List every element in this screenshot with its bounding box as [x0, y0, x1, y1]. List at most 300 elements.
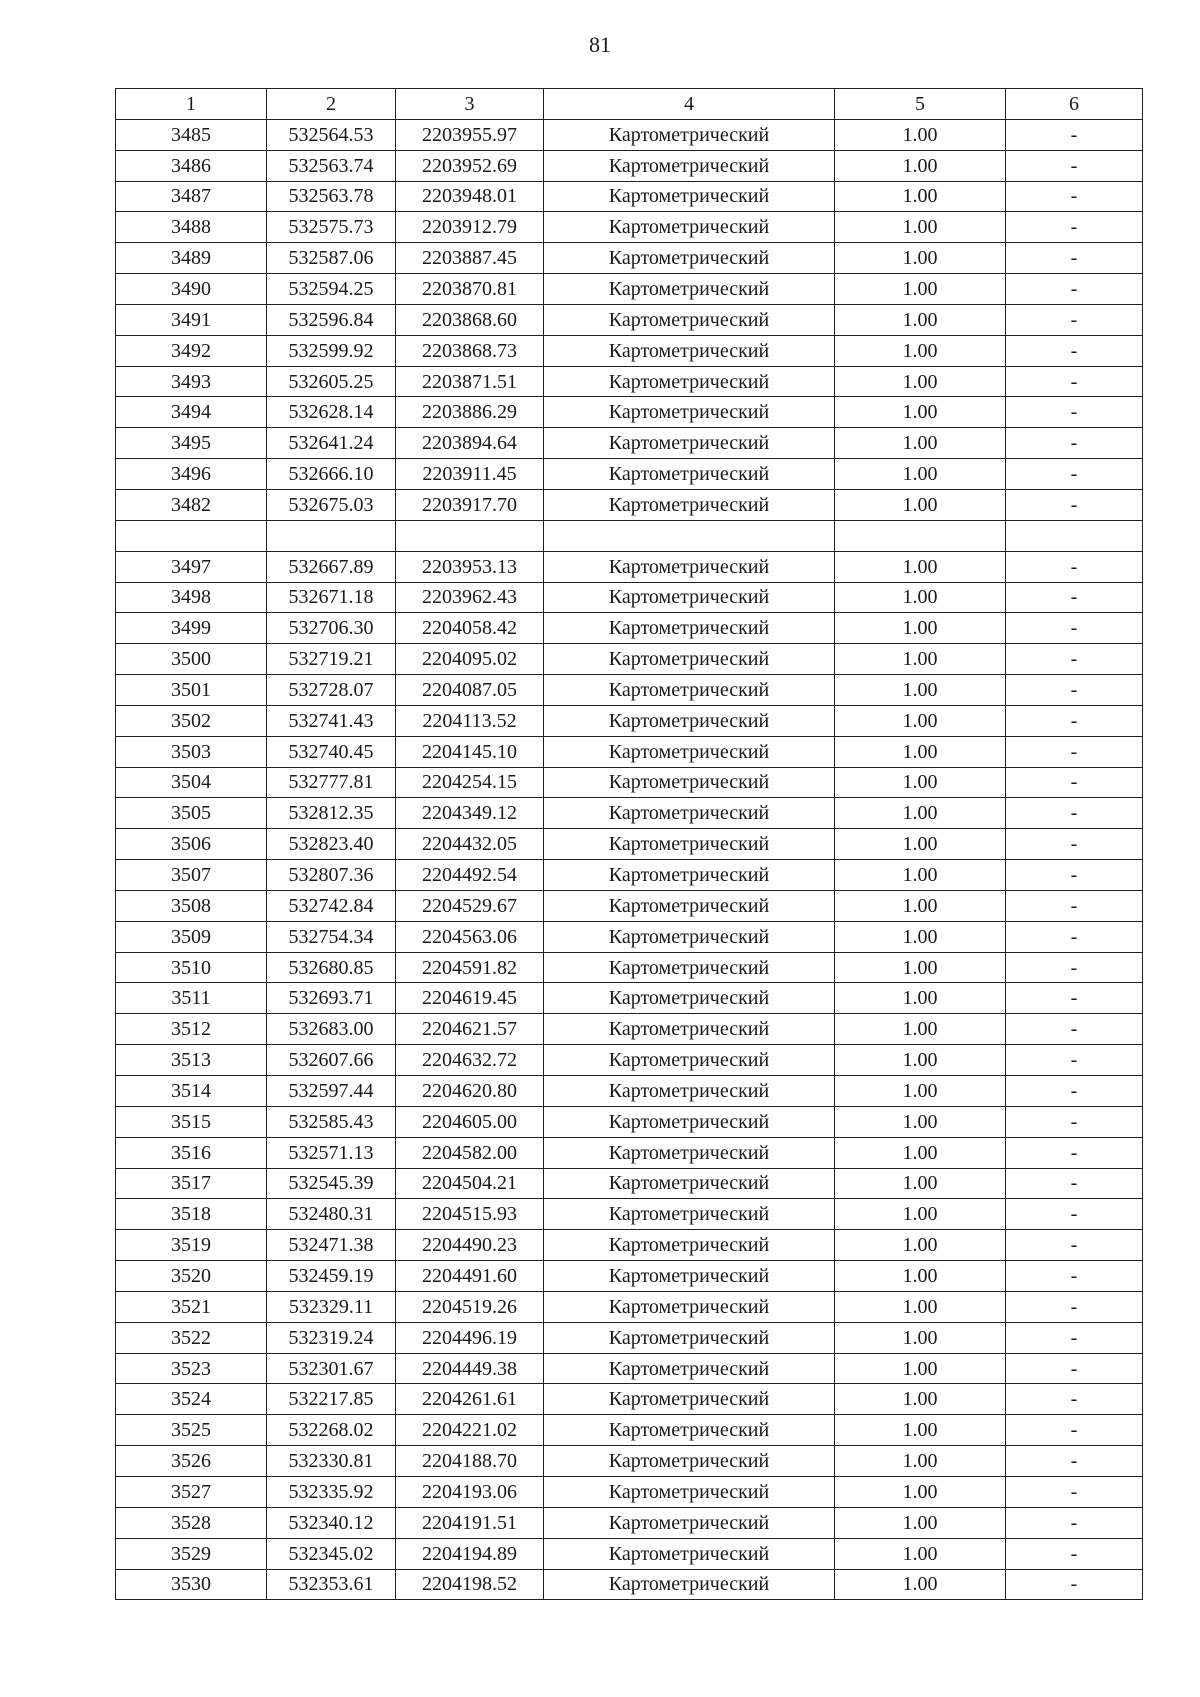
method-cell: Картометрический — [544, 304, 835, 335]
method-cell: Картометрический — [544, 1322, 835, 1353]
accuracy-cell: 1.00 — [835, 860, 1006, 891]
note-cell: - — [1006, 1384, 1143, 1415]
note-cell: - — [1006, 304, 1143, 335]
y-coordinate-cell: 2203955.97 — [396, 119, 544, 150]
y-coordinate-cell: 2204582.00 — [396, 1137, 544, 1168]
accuracy-cell: 1.00 — [835, 335, 1006, 366]
x-coordinate-cell: 532471.38 — [267, 1230, 396, 1261]
y-coordinate-cell: 2203953.13 — [396, 551, 544, 582]
x-coordinate-cell: 532777.81 — [267, 767, 396, 798]
method-cell: Картометрический — [544, 1291, 835, 1322]
accuracy-cell: 1.00 — [835, 1353, 1006, 1384]
y-coordinate-cell: 2203917.70 — [396, 489, 544, 520]
accuracy-cell: 1.00 — [835, 243, 1006, 274]
y-coordinate-cell: 2204496.19 — [396, 1322, 544, 1353]
method-cell: Картометрический — [544, 1353, 835, 1384]
point-number-cell: 3490 — [116, 274, 267, 305]
note-cell: - — [1006, 150, 1143, 181]
x-coordinate-cell: 532706.30 — [267, 613, 396, 644]
y-coordinate-cell: 2204632.72 — [396, 1045, 544, 1076]
accuracy-cell: 1.00 — [835, 1538, 1006, 1569]
method-cell: Картометрический — [544, 921, 835, 952]
note-cell: - — [1006, 397, 1143, 428]
accuracy-cell: 1.00 — [835, 890, 1006, 921]
table-row — [116, 366, 1143, 397]
point-number-cell: 3514 — [116, 1076, 267, 1107]
point-number-cell: 3492 — [116, 335, 267, 366]
accuracy-cell: 1.00 — [835, 212, 1006, 243]
point-number-cell: 3504 — [116, 767, 267, 798]
column-header: 5 — [835, 89, 1006, 120]
table-row — [116, 335, 1143, 366]
x-coordinate-cell: 532628.14 — [267, 397, 396, 428]
note-cell: - — [1006, 1168, 1143, 1199]
point-number-cell: 3523 — [116, 1353, 267, 1384]
x-coordinate-cell: 532564.53 — [267, 119, 396, 150]
y-coordinate-cell: 2204563.06 — [396, 921, 544, 952]
y-coordinate-cell: 2204449.38 — [396, 1353, 544, 1384]
method-cell: Картометрический — [544, 1137, 835, 1168]
point-number-cell: 3516 — [116, 1137, 267, 1168]
x-coordinate-cell: 532571.13 — [267, 1137, 396, 1168]
table-row — [116, 1045, 1143, 1076]
table-row — [116, 1415, 1143, 1446]
y-coordinate-cell: 2204619.45 — [396, 983, 544, 1014]
point-number-cell: 3521 — [116, 1291, 267, 1322]
accuracy-cell: 1.00 — [835, 551, 1006, 582]
x-coordinate-cell: 532683.00 — [267, 1014, 396, 1045]
y-coordinate-cell: 2204492.54 — [396, 860, 544, 891]
note-cell: - — [1006, 705, 1143, 736]
x-coordinate-cell: 532599.92 — [267, 335, 396, 366]
note-cell: - — [1006, 921, 1143, 952]
x-coordinate-cell: 532301.67 — [267, 1353, 396, 1384]
y-coordinate-cell: 2204491.60 — [396, 1261, 544, 1292]
table-row — [116, 675, 1143, 706]
accuracy-cell: 1.00 — [835, 1476, 1006, 1507]
note-cell: - — [1006, 1076, 1143, 1107]
y-coordinate-cell: 2204621.57 — [396, 1014, 544, 1045]
note-cell: - — [1006, 983, 1143, 1014]
point-number-cell: 3528 — [116, 1507, 267, 1538]
point-number-cell: 3513 — [116, 1045, 267, 1076]
y-coordinate-cell: 2203868.73 — [396, 335, 544, 366]
table-row — [116, 1538, 1143, 1569]
y-coordinate-cell: 2204193.06 — [396, 1476, 544, 1507]
y-coordinate-cell: 2204432.05 — [396, 829, 544, 860]
method-cell: Картометрический — [544, 212, 835, 243]
method-cell: Картометрический — [544, 860, 835, 891]
note-cell: - — [1006, 1106, 1143, 1137]
column-header: 3 — [396, 89, 544, 120]
x-coordinate-cell: 532268.02 — [267, 1415, 396, 1446]
method-cell: Картометрический — [544, 1384, 835, 1415]
note-cell: - — [1006, 366, 1143, 397]
method-cell: Картометрический — [544, 890, 835, 921]
table-row — [116, 1291, 1143, 1322]
y-coordinate-cell — [396, 520, 544, 551]
table-row — [116, 428, 1143, 459]
note-cell: - — [1006, 1569, 1143, 1600]
accuracy-cell: 1.00 — [835, 736, 1006, 767]
table-row — [116, 181, 1143, 212]
note-cell: - — [1006, 1507, 1143, 1538]
table-row — [116, 551, 1143, 582]
point-number-cell: 3510 — [116, 952, 267, 983]
x-coordinate-cell: 532563.78 — [267, 181, 396, 212]
point-number-cell: 3498 — [116, 582, 267, 613]
accuracy-cell: 1.00 — [835, 983, 1006, 1014]
method-cell: Картометрический — [544, 736, 835, 767]
table-row — [116, 1199, 1143, 1230]
method-cell: Картометрический — [544, 335, 835, 366]
x-coordinate-cell: 532667.89 — [267, 551, 396, 582]
x-coordinate-cell: 532666.10 — [267, 459, 396, 490]
point-number-cell: 3491 — [116, 304, 267, 335]
method-cell: Картометрический — [544, 1168, 835, 1199]
table-row — [116, 1261, 1143, 1292]
x-coordinate-cell: 532728.07 — [267, 675, 396, 706]
x-coordinate-cell: 532563.74 — [267, 150, 396, 181]
table-row — [116, 582, 1143, 613]
method-cell: Картометрический — [544, 952, 835, 983]
table-row — [116, 520, 1143, 551]
x-coordinate-cell: 532823.40 — [267, 829, 396, 860]
note-cell: - — [1006, 1045, 1143, 1076]
accuracy-cell: 1.00 — [835, 1291, 1006, 1322]
note-cell: - — [1006, 1230, 1143, 1261]
x-coordinate-cell: 532480.31 — [267, 1199, 396, 1230]
point-number-cell: 3515 — [116, 1106, 267, 1137]
note-cell: - — [1006, 952, 1143, 983]
note-cell: - — [1006, 1137, 1143, 1168]
y-coordinate-cell: 2204095.02 — [396, 644, 544, 675]
x-coordinate-cell: 532807.36 — [267, 860, 396, 891]
point-number-cell: 3503 — [116, 736, 267, 767]
point-number-cell: 3529 — [116, 1538, 267, 1569]
x-coordinate-cell: 532340.12 — [267, 1507, 396, 1538]
accuracy-cell: 1.00 — [835, 767, 1006, 798]
y-coordinate-cell: 2203871.51 — [396, 366, 544, 397]
accuracy-cell: 1.00 — [835, 397, 1006, 428]
method-cell: Картометрический — [544, 1106, 835, 1137]
y-coordinate-cell: 2204620.80 — [396, 1076, 544, 1107]
note-cell: - — [1006, 736, 1143, 767]
point-number-cell: 3507 — [116, 860, 267, 891]
accuracy-cell: 1.00 — [835, 1384, 1006, 1415]
accuracy-cell: 1.00 — [835, 304, 1006, 335]
y-coordinate-cell: 2204087.05 — [396, 675, 544, 706]
method-cell: Картометрический — [544, 705, 835, 736]
page-number: 81 — [589, 32, 611, 57]
note-cell: - — [1006, 675, 1143, 706]
y-coordinate-cell: 2204591.82 — [396, 952, 544, 983]
note-cell — [1006, 520, 1143, 551]
accuracy-cell: 1.00 — [835, 613, 1006, 644]
point-number-cell: 3487 — [116, 181, 267, 212]
method-cell — [544, 520, 835, 551]
note-cell: - — [1006, 767, 1143, 798]
table-header-row — [116, 89, 1143, 120]
point-number-cell: 3500 — [116, 644, 267, 675]
accuracy-cell: 1.00 — [835, 952, 1006, 983]
accuracy-cell: 1.00 — [835, 1106, 1006, 1137]
point-number-cell: 3494 — [116, 397, 267, 428]
point-number-cell: 3526 — [116, 1446, 267, 1477]
table-row — [116, 1076, 1143, 1107]
method-cell: Картометрический — [544, 489, 835, 520]
method-cell: Картометрический — [544, 274, 835, 305]
table-row — [116, 459, 1143, 490]
note-cell: - — [1006, 1476, 1143, 1507]
table-row — [116, 304, 1143, 335]
table-row — [116, 274, 1143, 305]
accuracy-cell — [835, 520, 1006, 551]
point-number-cell: 3519 — [116, 1230, 267, 1261]
accuracy-cell: 1.00 — [835, 1014, 1006, 1045]
accuracy-cell: 1.00 — [835, 1168, 1006, 1199]
method-cell: Картометрический — [544, 119, 835, 150]
note-cell: - — [1006, 1353, 1143, 1384]
x-coordinate-cell: 532545.39 — [267, 1168, 396, 1199]
accuracy-cell: 1.00 — [835, 366, 1006, 397]
point-number-cell: 3508 — [116, 890, 267, 921]
table-row — [116, 1322, 1143, 1353]
note-cell: - — [1006, 489, 1143, 520]
method-cell: Картометрический — [544, 1045, 835, 1076]
table-row — [116, 212, 1143, 243]
y-coordinate-cell: 2204261.61 — [396, 1384, 544, 1415]
point-number-cell: 3505 — [116, 798, 267, 829]
accuracy-cell: 1.00 — [835, 582, 1006, 613]
table-row — [116, 150, 1143, 181]
accuracy-cell: 1.00 — [835, 829, 1006, 860]
note-cell: - — [1006, 1291, 1143, 1322]
table-row — [116, 736, 1143, 767]
point-number-cell: 3495 — [116, 428, 267, 459]
note-cell: - — [1006, 1014, 1143, 1045]
method-cell: Картометрический — [544, 366, 835, 397]
x-coordinate-cell: 532742.84 — [267, 890, 396, 921]
table-row — [116, 119, 1143, 150]
method-cell: Картометрический — [544, 1014, 835, 1045]
y-coordinate-cell: 2204515.93 — [396, 1199, 544, 1230]
y-coordinate-cell: 2203868.60 — [396, 304, 544, 335]
y-coordinate-cell: 2204221.02 — [396, 1415, 544, 1446]
y-coordinate-cell: 2203886.29 — [396, 397, 544, 428]
x-coordinate-cell: 532594.25 — [267, 274, 396, 305]
x-coordinate-cell: 532754.34 — [267, 921, 396, 952]
table-row — [116, 644, 1143, 675]
accuracy-cell: 1.00 — [835, 274, 1006, 305]
method-cell: Картометрический — [544, 644, 835, 675]
column-header: 2 — [267, 89, 396, 120]
x-coordinate-cell: 532353.61 — [267, 1569, 396, 1600]
note-cell: - — [1006, 798, 1143, 829]
table-row — [116, 1507, 1143, 1538]
y-coordinate-cell: 2204519.26 — [396, 1291, 544, 1322]
table-row — [116, 1476, 1143, 1507]
method-cell: Картометрический — [544, 767, 835, 798]
note-cell: - — [1006, 459, 1143, 490]
column-header: 4 — [544, 89, 835, 120]
point-number-cell: 3496 — [116, 459, 267, 490]
table-row — [116, 1168, 1143, 1199]
table-row — [116, 1384, 1143, 1415]
table-row — [116, 489, 1143, 520]
point-number-cell: 3525 — [116, 1415, 267, 1446]
table-row — [116, 1106, 1143, 1137]
note-cell: - — [1006, 613, 1143, 644]
table-row — [116, 952, 1143, 983]
accuracy-cell: 1.00 — [835, 181, 1006, 212]
accuracy-cell: 1.00 — [835, 1415, 1006, 1446]
method-cell: Картометрический — [544, 1199, 835, 1230]
table-row — [116, 1014, 1143, 1045]
x-coordinate-cell: 532671.18 — [267, 582, 396, 613]
accuracy-cell: 1.00 — [835, 675, 1006, 706]
method-cell: Картометрический — [544, 1415, 835, 1446]
table-row — [116, 397, 1143, 428]
note-cell: - — [1006, 551, 1143, 582]
point-number-cell: 3512 — [116, 1014, 267, 1045]
point-number-cell: 3502 — [116, 705, 267, 736]
table-body — [116, 89, 1143, 1600]
x-coordinate-cell: 532607.66 — [267, 1045, 396, 1076]
point-number-cell: 3499 — [116, 613, 267, 644]
x-coordinate-cell — [267, 520, 396, 551]
point-number-cell: 3522 — [116, 1322, 267, 1353]
x-coordinate-cell: 532597.44 — [267, 1076, 396, 1107]
y-coordinate-cell: 2203894.64 — [396, 428, 544, 459]
column-header: 6 — [1006, 89, 1143, 120]
point-number-cell: 3486 — [116, 150, 267, 181]
table-row — [116, 243, 1143, 274]
table-row — [116, 921, 1143, 952]
x-coordinate-cell: 532330.81 — [267, 1446, 396, 1477]
method-cell: Картометрический — [544, 150, 835, 181]
y-coordinate-cell: 2203887.45 — [396, 243, 544, 274]
table-row — [116, 1137, 1143, 1168]
table-row — [116, 613, 1143, 644]
note-cell: - — [1006, 829, 1143, 860]
point-number-cell: 3493 — [116, 366, 267, 397]
x-coordinate-cell: 532575.73 — [267, 212, 396, 243]
x-coordinate-cell: 532605.25 — [267, 366, 396, 397]
y-coordinate-cell: 2204145.10 — [396, 736, 544, 767]
y-coordinate-cell: 2204490.23 — [396, 1230, 544, 1261]
note-cell: - — [1006, 181, 1143, 212]
point-number-cell: 3488 — [116, 212, 267, 243]
note-cell: - — [1006, 243, 1143, 274]
y-coordinate-cell: 2204605.00 — [396, 1106, 544, 1137]
point-number-cell: 3485 — [116, 119, 267, 150]
table-row — [116, 860, 1143, 891]
note-cell: - — [1006, 890, 1143, 921]
table-row — [116, 705, 1143, 736]
method-cell: Картометрический — [544, 1538, 835, 1569]
x-coordinate-cell: 532587.06 — [267, 243, 396, 274]
note-cell: - — [1006, 212, 1143, 243]
accuracy-cell: 1.00 — [835, 1569, 1006, 1600]
x-coordinate-cell: 532693.71 — [267, 983, 396, 1014]
note-cell: - — [1006, 1199, 1143, 1230]
y-coordinate-cell: 2204529.67 — [396, 890, 544, 921]
x-coordinate-cell: 532741.43 — [267, 705, 396, 736]
y-coordinate-cell: 2204194.89 — [396, 1538, 544, 1569]
accuracy-cell: 1.00 — [835, 1076, 1006, 1107]
point-number-cell: 3520 — [116, 1261, 267, 1292]
point-number-cell: 3489 — [116, 243, 267, 274]
x-coordinate-cell: 532329.11 — [267, 1291, 396, 1322]
y-coordinate-cell: 2203911.45 — [396, 459, 544, 490]
table-row — [116, 1446, 1143, 1477]
accuracy-cell: 1.00 — [835, 1322, 1006, 1353]
table-row — [116, 1569, 1143, 1600]
coordinates-table — [115, 88, 1143, 1600]
method-cell: Картометрический — [544, 459, 835, 490]
method-cell: Картометрический — [544, 243, 835, 274]
method-cell: Картометрический — [544, 582, 835, 613]
x-coordinate-cell: 532345.02 — [267, 1538, 396, 1569]
y-coordinate-cell: 2204504.21 — [396, 1168, 544, 1199]
accuracy-cell: 1.00 — [835, 921, 1006, 952]
point-number-cell: 3509 — [116, 921, 267, 952]
method-cell: Картометрический — [544, 397, 835, 428]
point-number-cell: 3517 — [116, 1168, 267, 1199]
y-coordinate-cell: 2204058.42 — [396, 613, 544, 644]
y-coordinate-cell: 2204188.70 — [396, 1446, 544, 1477]
accuracy-cell: 1.00 — [835, 644, 1006, 675]
x-coordinate-cell: 532217.85 — [267, 1384, 396, 1415]
method-cell: Картометрический — [544, 1569, 835, 1600]
table-row — [116, 1353, 1143, 1384]
x-coordinate-cell: 532680.85 — [267, 952, 396, 983]
method-cell: Картометрический — [544, 1476, 835, 1507]
y-coordinate-cell: 2203952.69 — [396, 150, 544, 181]
point-number-cell: 3497 — [116, 551, 267, 582]
table-row — [116, 767, 1143, 798]
y-coordinate-cell: 2203962.43 — [396, 582, 544, 613]
accuracy-cell: 1.00 — [835, 1199, 1006, 1230]
x-coordinate-cell: 532812.35 — [267, 798, 396, 829]
y-coordinate-cell: 2203912.79 — [396, 212, 544, 243]
method-cell: Картометрический — [544, 428, 835, 459]
y-coordinate-cell: 2204198.52 — [396, 1569, 544, 1600]
accuracy-cell: 1.00 — [835, 1507, 1006, 1538]
method-cell: Картометрический — [544, 1446, 835, 1477]
point-number-cell — [116, 520, 267, 551]
method-cell: Картометрический — [544, 1261, 835, 1292]
note-cell: - — [1006, 1446, 1143, 1477]
x-coordinate-cell: 532459.19 — [267, 1261, 396, 1292]
method-cell: Картометрический — [544, 798, 835, 829]
note-cell: - — [1006, 1261, 1143, 1292]
point-number-cell: 3511 — [116, 983, 267, 1014]
note-cell: - — [1006, 860, 1143, 891]
method-cell: Картометрический — [544, 675, 835, 706]
note-cell: - — [1006, 582, 1143, 613]
table-row — [116, 829, 1143, 860]
point-number-cell: 3530 — [116, 1569, 267, 1600]
method-cell: Картометрический — [544, 983, 835, 1014]
note-cell: - — [1006, 1322, 1143, 1353]
accuracy-cell: 1.00 — [835, 459, 1006, 490]
table-row — [116, 1230, 1143, 1261]
method-cell: Картометрический — [544, 1507, 835, 1538]
point-number-cell: 3524 — [116, 1384, 267, 1415]
table-row — [116, 798, 1143, 829]
